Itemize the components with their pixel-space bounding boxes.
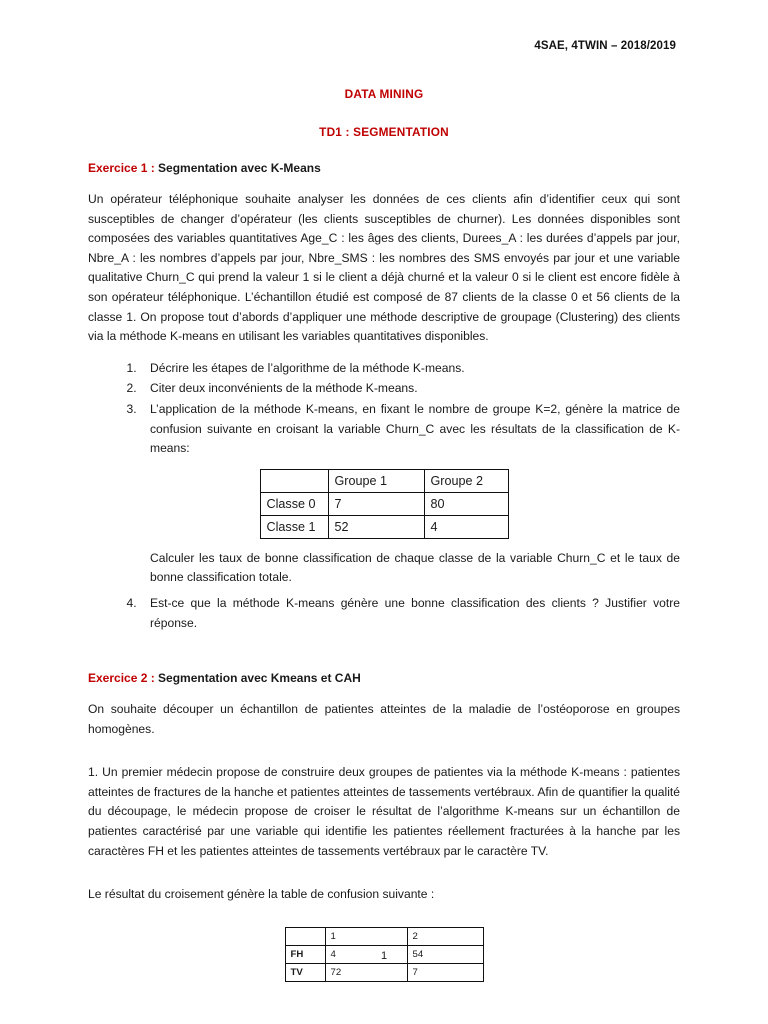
exercise-2-heading — [88, 670, 680, 686]
exercise-2-paragraph-3: Le résultat du croisement génère la table de confusion suivante : — [88, 887, 435, 902]
cell-fh-2: 54 — [407, 945, 483, 963]
spacer — [88, 460, 680, 469]
exercise-1-heading — [88, 160, 680, 176]
table-row — [285, 963, 483, 981]
spacer — [88, 751, 680, 763]
cell-classe0-groupe2: 80 — [424, 492, 508, 515]
row-header-classe-1: Classe 1 — [260, 515, 328, 538]
exercise-1-heading-title: Segmentation avec K-Means — [154, 161, 321, 175]
column-header-groupe-1: Groupe 1 — [328, 469, 424, 492]
table-kmeans-wrapper — [88, 469, 680, 539]
list-item: 4. Est-ce que la méthode K-means génère une bonne classification des clients ? Justifier votre réponse. — [140, 594, 680, 633]
confusion-matrix-kmeans — [260, 469, 509, 539]
exercise-2-heading-label: Exercice 2 : — [88, 671, 155, 686]
exercise-1-question-list — [88, 359, 680, 459]
table-corner-cell — [285, 927, 325, 945]
exercise-1-intro-paragraph: Un opérateur téléphonique souhaite analyser les données de ces clients afin d’identifier ceux qui sont susceptibles de changer d’opérateur (les clients susceptibles de churner). Les données disponibles sont composées des variables quantitatives Age_C : les âges des clients, Durees_A : les durées d’appels par jour, Nbre_A : les nombres d’appels par jour, Nbre_SMS : les nombres des SMS envoyés par jour et une variable qualitative Churn_C qui prend la valeur 1 si le client a déjà churné et la valeur 0 si le client est encore fidèle à son opérateur téléphonique. L’échantillon étudié est composé de 87 clients de la classe 0 et 56 clients de la classe 1. On propose tout d’abords d’appliquer une méthode descriptive de groupage (Clustering) des clients via la méthode K-means en utilisant les variables quantitatives disponibles. — [88, 192, 680, 344]
spacer — [88, 873, 680, 885]
exercise-2-heading-title: Segmentation avec Kmeans et CAH — [154, 671, 361, 686]
list-item: 2. Citer deux inconvénients de la méthode K-means. — [140, 379, 680, 399]
cell-classe1-groupe1: 52 — [328, 515, 424, 538]
list-item: 3. L’application de la méthode K-means, en fixant le nombre de groupe K=2, génère la matrice de confusion suivante en croisant la variable Churn_C avec les résultats de la classification de K-means: — [140, 400, 680, 459]
exercise-2-paragraph-1: On souhaite découper un échantillon de patientes atteintes de la maladie de l’ostéoporose en groupes homogènes. — [88, 702, 680, 736]
page-number: 1 — [380, 950, 388, 962]
spacer — [88, 539, 680, 549]
cell-classe0-groupe1: 7 — [328, 492, 424, 515]
cell-tv-1: 72 — [325, 963, 407, 981]
column-header-2: 2 — [407, 927, 483, 945]
row-header-classe-0: Classe 0 — [260, 492, 328, 515]
exercise-1-after-table-paragraph: Calculer les taux de bonne classification de chaque classe de la variable Churn_C et le taux de bonne classification totale. — [150, 550, 680, 585]
spacer — [88, 634, 680, 670]
exercise-2-paragraph-2: 1. Un premier médecin propose de construire deux groupes de patientes via la méthode K-means : patientes atteintes de fractures de la hanche et patientes atteintes de tassements vertébraux. Afin de quantifier la qualité du découpage, le médecin propose de croiser le résultat de l’algorithme K-means sur un échantillon de patientes caractérisé par une variable qui identifie les patientes réellement fracturées à la hanche par les caractères FH et les patientes atteintes de tassements vertébraux par le caractère TV. — [88, 765, 680, 858]
row-header-tv: TV — [285, 963, 325, 981]
exercise-1-heading-label: Exercice 1 : — [88, 161, 155, 175]
list-item: 1. Décrire les étapes de l’algorithme de la méthode K-means. — [140, 359, 680, 379]
page-subtitle: TD1 : SEGMENTATION — [319, 125, 449, 139]
table-row — [260, 515, 508, 538]
table-row — [260, 492, 508, 515]
exercise-1-question-list-continued — [88, 594, 680, 633]
row-header-fh: FH — [285, 945, 325, 963]
table-header-row — [285, 927, 483, 945]
table-corner-cell — [260, 469, 328, 492]
page-title: DATA MINING — [344, 87, 424, 101]
document-header-course-code: 4SAE, 4TWIN – 2018/2019 — [534, 40, 676, 52]
column-header-groupe-2: Groupe 2 — [424, 469, 508, 492]
table-header-row — [260, 469, 508, 492]
cell-classe1-groupe2: 4 — [424, 515, 508, 538]
document-body — [88, 160, 680, 982]
document-title-block — [0, 86, 768, 140]
cell-fh-1: 4 — [325, 945, 407, 963]
column-header-1: 1 — [325, 927, 407, 945]
cell-tv-2: 7 — [407, 963, 483, 981]
spacer — [88, 917, 680, 927]
